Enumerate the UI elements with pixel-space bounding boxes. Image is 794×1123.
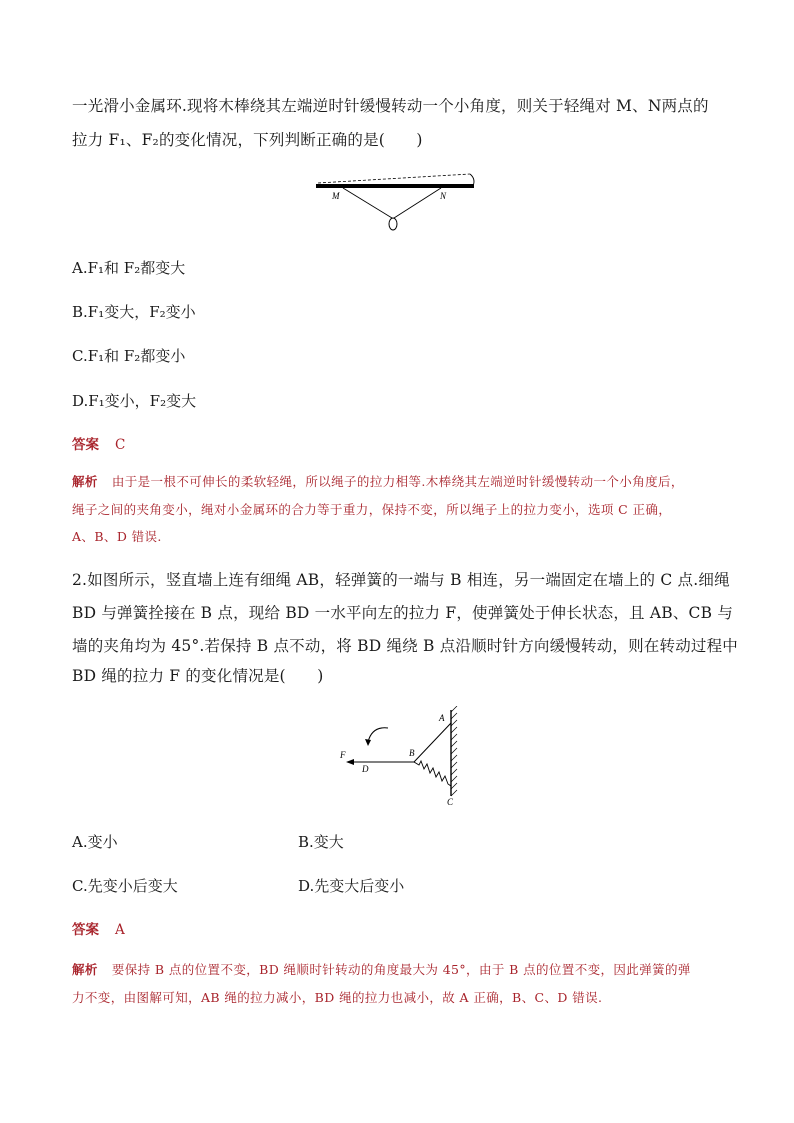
label-a: A bbox=[439, 713, 445, 723]
label-d: D bbox=[362, 764, 369, 774]
rope-ab bbox=[414, 723, 451, 762]
rotation-arc bbox=[368, 728, 388, 742]
explanation-label: 解析 bbox=[72, 474, 98, 489]
q1-answer bbox=[72, 433, 125, 453]
q1-option-b: B.F₁变大，F₂变小 bbox=[72, 303, 196, 321]
label-n: N bbox=[440, 191, 447, 201]
label-m: M bbox=[332, 191, 340, 201]
label-b: B bbox=[409, 748, 415, 758]
q2-stem-line-2: BD 与弹簧拴接在 B 点，现给 BD 一水平向左的拉力 F，使弹簧处于伸长状态，且 AB、CB 与 bbox=[72, 604, 734, 622]
answer-label: 答案 bbox=[72, 437, 99, 453]
q1-explanation-line-3: A、B、D 错误. bbox=[72, 529, 162, 544]
rotated-rod-dashed bbox=[318, 174, 470, 183]
q2-option-d: D.先变大后变小 bbox=[298, 877, 405, 895]
q1-option-a: A.F₁和 F₂都变大 bbox=[72, 259, 186, 277]
q2-stem-line-4: BD 绳的拉力 F 的变化情况是( ) bbox=[72, 667, 324, 685]
q2-option-a: A.变小 bbox=[72, 833, 118, 851]
q1-explanation-line-2: 绳子之间的夹角变小，绳对小金属环的合力等于重力，保持不变，所以绳子上的拉力变小，选项 C 正确， bbox=[72, 502, 672, 517]
q2-option-b: B.变大 bbox=[298, 833, 344, 851]
label-f: F bbox=[340, 750, 346, 760]
q1-option-c: C.F₁和 F₂都变小 bbox=[72, 347, 186, 365]
rotation-arrow-icon bbox=[365, 739, 371, 746]
q1-stem-line-1: 一光滑小金属环.现将木棒绕其左端逆时针缓慢转动一个小角度，则关于轻绳对 M、N两点的 bbox=[72, 97, 709, 115]
rope-m bbox=[343, 188, 392, 218]
wall-hatching bbox=[451, 706, 457, 796]
q1-figure bbox=[310, 168, 490, 236]
metal-ring bbox=[389, 218, 397, 230]
spring-bc bbox=[414, 761, 451, 786]
force-arrow-icon bbox=[346, 759, 354, 765]
answer-value: A bbox=[115, 922, 125, 938]
rope-n bbox=[394, 188, 441, 218]
q1-stem-line-2: 拉力 F₁、F₂的变化情况，下列判断正确的是( ) bbox=[72, 131, 423, 149]
label-c: C bbox=[447, 797, 454, 807]
q1-option-d: D.F₁变小，F₂变大 bbox=[72, 392, 197, 410]
q2-answer bbox=[72, 918, 125, 938]
answer-value: C bbox=[115, 437, 126, 453]
q2-explanation-line-1: 解析 要保持 B 点的位置不变，BD 绳顺时针转动的角度最大为 45°，由于 B 点的位置不变，因此弹簧的弹 bbox=[72, 962, 691, 977]
q2-explanation-line-2: 力不变，由图解可知，AB 绳的拉力减小，BD 绳的拉力也减小，故 A 正确，B、C、D 错误. bbox=[72, 990, 603, 1005]
wooden-rod bbox=[316, 184, 474, 188]
q2-figure bbox=[336, 706, 466, 808]
q2-option-c: C.先变小后变大 bbox=[72, 877, 178, 895]
q2-stem-line-3: 墙的夹角均为 45°.若保持 B 点不动，将 BD 绳绕 B 点沿顺时针方向缓慢转动，则在转动过程中 bbox=[72, 637, 738, 655]
explanation-label: 解析 bbox=[72, 962, 98, 977]
answer-label: 答案 bbox=[72, 922, 99, 938]
q2-stem-line-1: 2.如图所示，竖直墙上连有细绳 AB，轻弹簧的一端与 B 相连，另一端固定在墙上的 C 点.细绳 bbox=[72, 571, 730, 589]
q1-explanation-line-1: 解析 由于是一根不可伸长的柔软轻绳，所以绳子的拉力相等.木棒绕其左端逆时针缓慢转动一个小角度后， bbox=[72, 474, 684, 489]
